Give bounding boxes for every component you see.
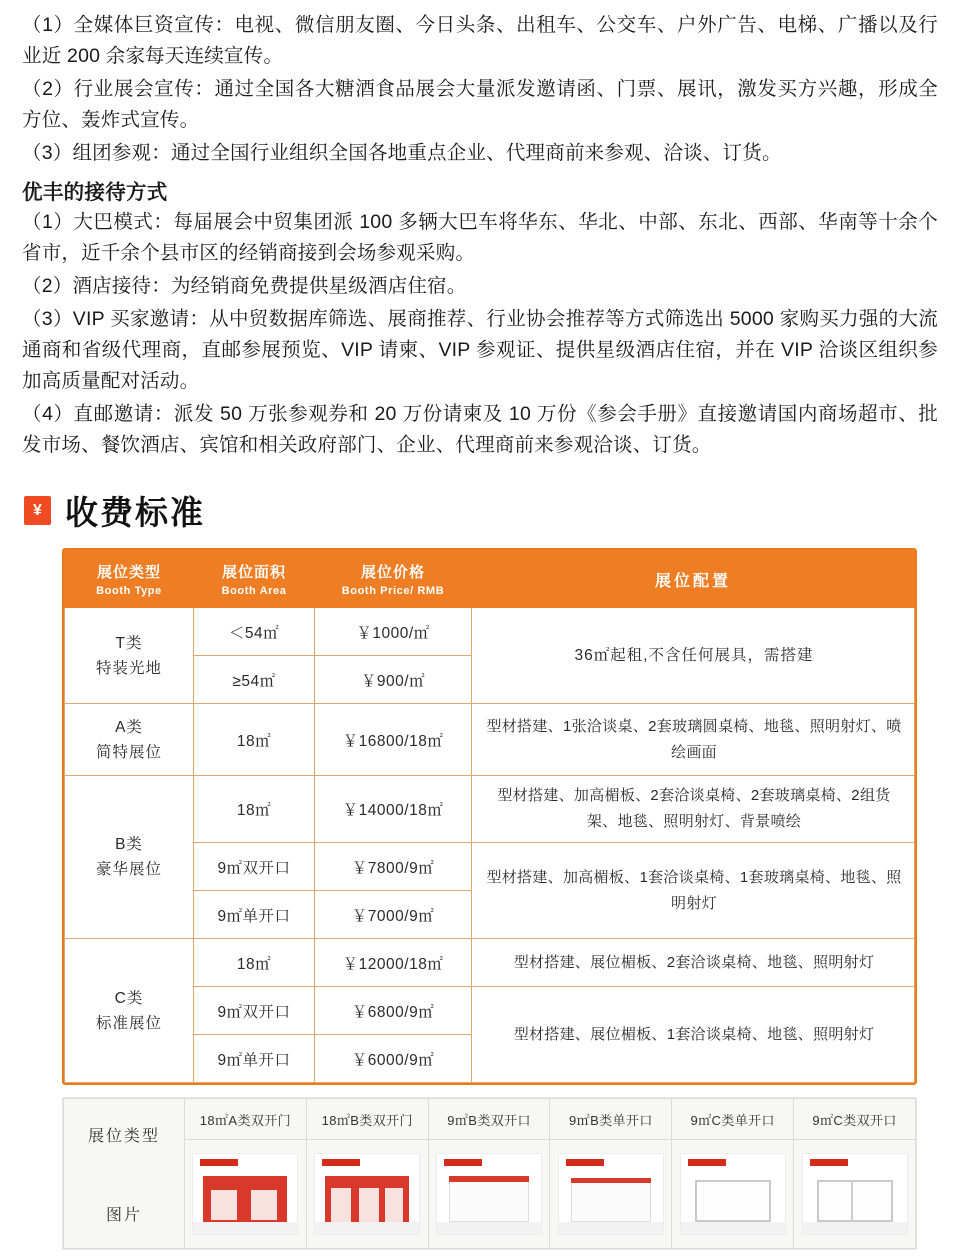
price-table bbox=[64, 550, 915, 1083]
strip-label-cell bbox=[64, 1099, 185, 1249]
header-booth-config-cn: 展位配置 bbox=[654, 572, 731, 590]
reception-item-3: （3）VIP 买家邀请：从中贸数据库筛选、展商推荐、行业协会推荐等方式筛选出 5000 家购买力强的大流通商和省级代理商，直邮参展预览、VIP 请柬、VIP 参观证、提供星级酒店住宿，并在 VIP 洽谈区组织参加高质量配对活动。 bbox=[22, 308, 938, 392]
table-row bbox=[65, 776, 915, 843]
cell-area-a-1: 18㎡ bbox=[194, 704, 315, 776]
booth-fascia bbox=[571, 1178, 651, 1183]
cell-area-b-2: 9㎡双开口 bbox=[194, 843, 315, 891]
header-booth-area-cn: 展位面积 bbox=[221, 564, 286, 581]
table-row bbox=[65, 608, 915, 656]
booth-photo-3 bbox=[436, 1153, 542, 1235]
price-table-body bbox=[65, 608, 915, 1083]
cell-price-c-1: ￥12000/18㎡ bbox=[315, 939, 472, 987]
cell-type-t bbox=[65, 608, 194, 704]
strip-row-label-image: 图片 bbox=[105, 1206, 142, 1224]
type-c-line1: C类 bbox=[114, 989, 144, 1007]
booth-floor bbox=[681, 1222, 785, 1234]
cell-price-b-3: ￥7000/9㎡ bbox=[315, 891, 472, 939]
cell-area-b-3: 9㎡单开口 bbox=[194, 891, 315, 939]
booth-panel bbox=[211, 1190, 237, 1220]
booth-panel bbox=[331, 1188, 351, 1222]
header-booth-area bbox=[194, 551, 315, 608]
booth-logo-icon bbox=[688, 1159, 726, 1166]
booth-floor bbox=[437, 1222, 541, 1234]
type-t-line2: 特装光地 bbox=[95, 659, 162, 677]
booth-image-strip bbox=[62, 1097, 917, 1250]
cell-price-c-2: ￥6800/9㎡ bbox=[315, 987, 472, 1035]
type-c-line2: 标准展位 bbox=[95, 1014, 162, 1032]
cell-price-a-1: ￥16800/18㎡ bbox=[315, 704, 472, 776]
promotion-item-3: （3）组团参观：通过全国行业组织全国各地重点企业、代理商前来参观、洽谈、订货。 bbox=[22, 142, 782, 164]
booth-logo-icon bbox=[200, 1159, 238, 1166]
booth-logo-icon bbox=[444, 1159, 482, 1166]
header-booth-type bbox=[65, 551, 194, 608]
cell-config-b-1: 型材搭建、加高楣板、2套洽谈桌椅、2套玻璃桌椅、2组货架、地毯、照明射灯、背景喷绘 bbox=[472, 776, 915, 843]
page-title: 收费标准 bbox=[65, 494, 205, 531]
strip-head-1: 18㎡A类双开门 bbox=[185, 1099, 307, 1140]
cell-price-t-2: ￥900/㎡ bbox=[315, 656, 472, 704]
strip-head-2: 18㎡B类双开门 bbox=[306, 1099, 428, 1140]
booth-photo-5 bbox=[680, 1153, 786, 1235]
booth-floor bbox=[803, 1222, 907, 1234]
price-table-head bbox=[65, 551, 915, 608]
booth-panel bbox=[359, 1188, 379, 1222]
booth-photo-cell-1 bbox=[185, 1140, 307, 1249]
header-booth-type-cn: 展位类型 bbox=[96, 564, 161, 581]
type-a-line1: A类 bbox=[115, 718, 143, 736]
cell-price-b-1: ￥14000/18㎡ bbox=[315, 776, 472, 843]
booth-photo-2 bbox=[314, 1153, 420, 1235]
reception-item-1: （1）大巴模式：每届展会中贸集团派 100 多辆大巴车将华东、华北、中部、东北、西部、华南等十余个省市，近千余个县市区的经销商接到会场参观采购。 bbox=[22, 211, 938, 264]
yen-icon: ¥ bbox=[24, 496, 51, 525]
type-b-line1: B类 bbox=[115, 836, 143, 853]
cell-price-b-2: ￥7800/9㎡ bbox=[315, 843, 472, 891]
table-row bbox=[65, 939, 915, 987]
cell-price-c-3: ￥6000/9㎡ bbox=[315, 1035, 472, 1083]
strip-head-6: 9㎡C类双开口 bbox=[794, 1099, 916, 1140]
price-table-wrapper bbox=[62, 548, 917, 1085]
header-booth-price-cn: 展位价格 bbox=[360, 564, 425, 581]
fee-title-row bbox=[24, 487, 938, 534]
booth-photo-cell-6 bbox=[794, 1140, 916, 1249]
header-booth-price-en: Booth Price/ RMB bbox=[341, 585, 445, 597]
header-booth-price bbox=[315, 551, 472, 608]
cell-config-b-2: 型材搭建、加高楣板、1套洽谈桌椅、1套玻璃桌椅、地毯、照明射灯 bbox=[472, 843, 915, 939]
cell-area-c-1: 18㎡ bbox=[194, 939, 315, 987]
type-a-line2: 简特展位 bbox=[95, 743, 162, 761]
strip-head-3: 9㎡B类双开口 bbox=[428, 1099, 550, 1140]
reception-heading: 优丰的接待方式 bbox=[22, 181, 168, 204]
booth-floor bbox=[315, 1222, 419, 1234]
booth-photo-cell-4 bbox=[550, 1140, 672, 1249]
cell-config-c-1: 型材搭建、展位楣板、2套洽谈桌椅、地毯、照明射灯 bbox=[472, 939, 915, 987]
booth-wall bbox=[449, 1180, 529, 1222]
cell-type-a bbox=[65, 704, 194, 776]
booth-photo-cell-3 bbox=[428, 1140, 550, 1249]
booth-divider bbox=[851, 1182, 853, 1220]
cell-type-c bbox=[65, 939, 194, 1083]
cell-config-t: 36㎡起租,不含任何展具，需搭建 bbox=[472, 608, 915, 704]
strip-row-label-type: 展位类型 bbox=[87, 1127, 160, 1145]
cell-config-c-2: 型材搭建、展位楣板、1套洽谈桌椅、地毯、照明射灯 bbox=[472, 987, 915, 1083]
strip-head-4: 9㎡B类单开口 bbox=[550, 1099, 672, 1140]
booth-fascia bbox=[449, 1176, 529, 1182]
booth-panel bbox=[385, 1188, 403, 1222]
strip-head-5: 9㎡C类单开口 bbox=[672, 1099, 794, 1140]
booth-floor bbox=[193, 1222, 297, 1234]
booth-frame bbox=[817, 1180, 893, 1222]
booth-strip-table bbox=[63, 1098, 916, 1249]
cell-area-t-1: ＜54㎡ bbox=[194, 608, 315, 656]
promotion-section bbox=[22, 10, 938, 169]
booth-panel bbox=[251, 1190, 277, 1220]
reception-item-4: （4）直邮邀请：派发 50 万张参观券和 20 万份请柬及 10 万份《参会手册》直接邀请国内商场超市、批发市场、餐饮酒店、宾馆和相关政府部门、企业、代理商前来参观洽谈、订货。 bbox=[22, 403, 938, 456]
cell-price-t-1: ￥1000/㎡ bbox=[315, 608, 472, 656]
cell-type-b bbox=[65, 776, 194, 939]
table-header-row bbox=[65, 551, 915, 608]
table-row bbox=[65, 704, 915, 776]
booth-logo-icon bbox=[810, 1159, 848, 1166]
booth-photo-cell-5 bbox=[672, 1140, 794, 1249]
booth-frame bbox=[695, 1180, 771, 1222]
header-booth-area-en: Booth Area bbox=[221, 585, 287, 597]
booth-photo-1 bbox=[192, 1153, 298, 1235]
booth-photo-6 bbox=[802, 1153, 908, 1235]
cell-area-b-1: 18㎡ bbox=[194, 776, 315, 843]
reception-item-2: （2）酒店接待：为经销商免费提供星级酒店住宿。 bbox=[22, 275, 467, 297]
type-t-line1: T类 bbox=[115, 634, 143, 652]
cell-config-a: 型材搭建、1张洽谈桌、2套玻璃圆桌椅、地毯、照明射灯、喷绘画面 bbox=[472, 704, 915, 776]
type-b-line2: 豪华展位 bbox=[95, 861, 162, 878]
booth-floor bbox=[559, 1222, 663, 1234]
header-booth-config bbox=[472, 551, 915, 608]
cell-area-c-3: 9㎡单开口 bbox=[194, 1035, 315, 1083]
table-row bbox=[64, 1140, 916, 1249]
booth-photo-4 bbox=[558, 1153, 664, 1235]
booth-wall bbox=[571, 1180, 651, 1222]
booth-logo-icon bbox=[566, 1159, 604, 1166]
promotion-item-2: （2）行业展会宣传：通过全国各大糖酒食品展会大量派发邀请函、门票、展讯，激发买方兴趣，形成全方位、轰炸式宣传。 bbox=[22, 78, 938, 131]
booth-photo-cell-2 bbox=[306, 1140, 428, 1249]
header-booth-type-en: Booth Type bbox=[96, 585, 162, 597]
cell-area-t-2: ≥54㎡ bbox=[194, 656, 315, 704]
promotion-item-1: （1）全媒体巨资宣传：电视、微信朋友圈、今日头条、出租车、公交车、户外广告、电梯、广播以及行业近 200 余家每天连续宣传。 bbox=[22, 14, 938, 67]
reception-section bbox=[22, 175, 938, 461]
cell-area-c-2: 9㎡双开口 bbox=[194, 987, 315, 1035]
booth-logo-icon bbox=[322, 1159, 360, 1166]
table-row bbox=[64, 1099, 916, 1140]
